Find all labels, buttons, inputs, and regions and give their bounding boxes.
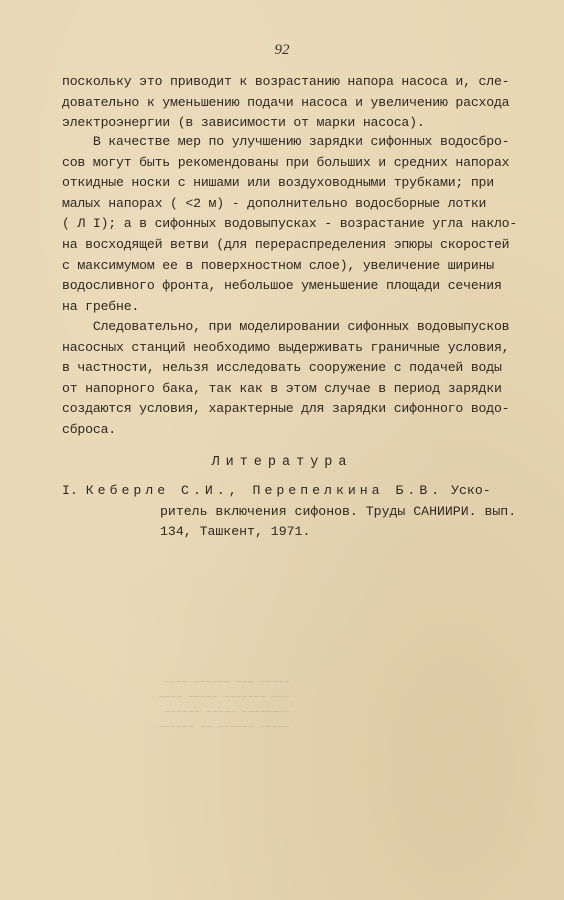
text-line: откидные носки с нишами или воздуховодными трубками; при [62, 175, 494, 191]
text-line: электроэнергии (в зависимости от марки насоса). [62, 115, 425, 131]
text-line: насосных станций необходимо выдерживать граничные условия, [62, 339, 510, 355]
text-line: сброса. [62, 421, 116, 437]
text-line: в частности, нельзя исследовать сооружение с подачей воды [62, 360, 502, 376]
paragraph-3 [62, 317, 512, 441]
text-line: с максимумом ее в поверхностном слое), увеличение ширины [62, 257, 494, 273]
text-line: довательно к уменьшению подачи насоса и увеличению расхода [62, 94, 510, 110]
text-line: сов могут быть рекомендованы при больших и средних напорах [62, 154, 510, 170]
text-line: водосливного фронта, небольшое уменьшение площади сечения [62, 278, 502, 294]
text-line: на восходящей ветви (для перераспределения эпюры скоростей [62, 236, 510, 252]
reference-line: 134, Ташкент, 1971. [160, 524, 311, 540]
reference-number: I. [62, 483, 78, 498]
text-line: от напорного бака, так как в этом случае в период зарядки [62, 380, 502, 396]
text-line: создаются условия, характерные для зарядки сифонного водо- [62, 401, 510, 417]
page-number: 92 [274, 42, 290, 58]
text-line: поскольку это приводит к возрастанию напора насоса и, сле- [62, 74, 510, 89]
paragraph-1 [62, 72, 512, 134]
text-line: В качестве мер по улучшению зарядки сифонных водосбро- [62, 134, 510, 149]
text-line: малых напорах ( <2 м) - дополнительно водосборные лотки [62, 195, 487, 211]
text-line: ( Л I); а в сифонных водовыпусках - возрастание угла накло- [62, 216, 518, 232]
literature-heading: Литература [211, 455, 353, 470]
paragraph-2 [62, 132, 518, 317]
reference-line: ритель включения сифонов. Труды САНИИРИ. вып. [160, 503, 517, 519]
text-line: Следовательно, при моделировании сифонных водовыпусков [62, 319, 510, 334]
text-line: на гребне. [62, 298, 140, 314]
reference-authors: Кеберле С.И., Перепелкина Б.В. [85, 483, 444, 498]
bleed-through-texture: ~~~~~ ~~~ ~~~~~~ ~~~~ ~~~ ~~~~~~~ ~~~~~ ~~~~ ~~~~~~~~ ~~~~~ ~~~~~~ ~~~~~ ~~~~~~ ~~ ~~~~~~ [157, 678, 290, 734]
reference-title-start: Уско- [451, 483, 491, 498]
reference-item [62, 481, 522, 543]
